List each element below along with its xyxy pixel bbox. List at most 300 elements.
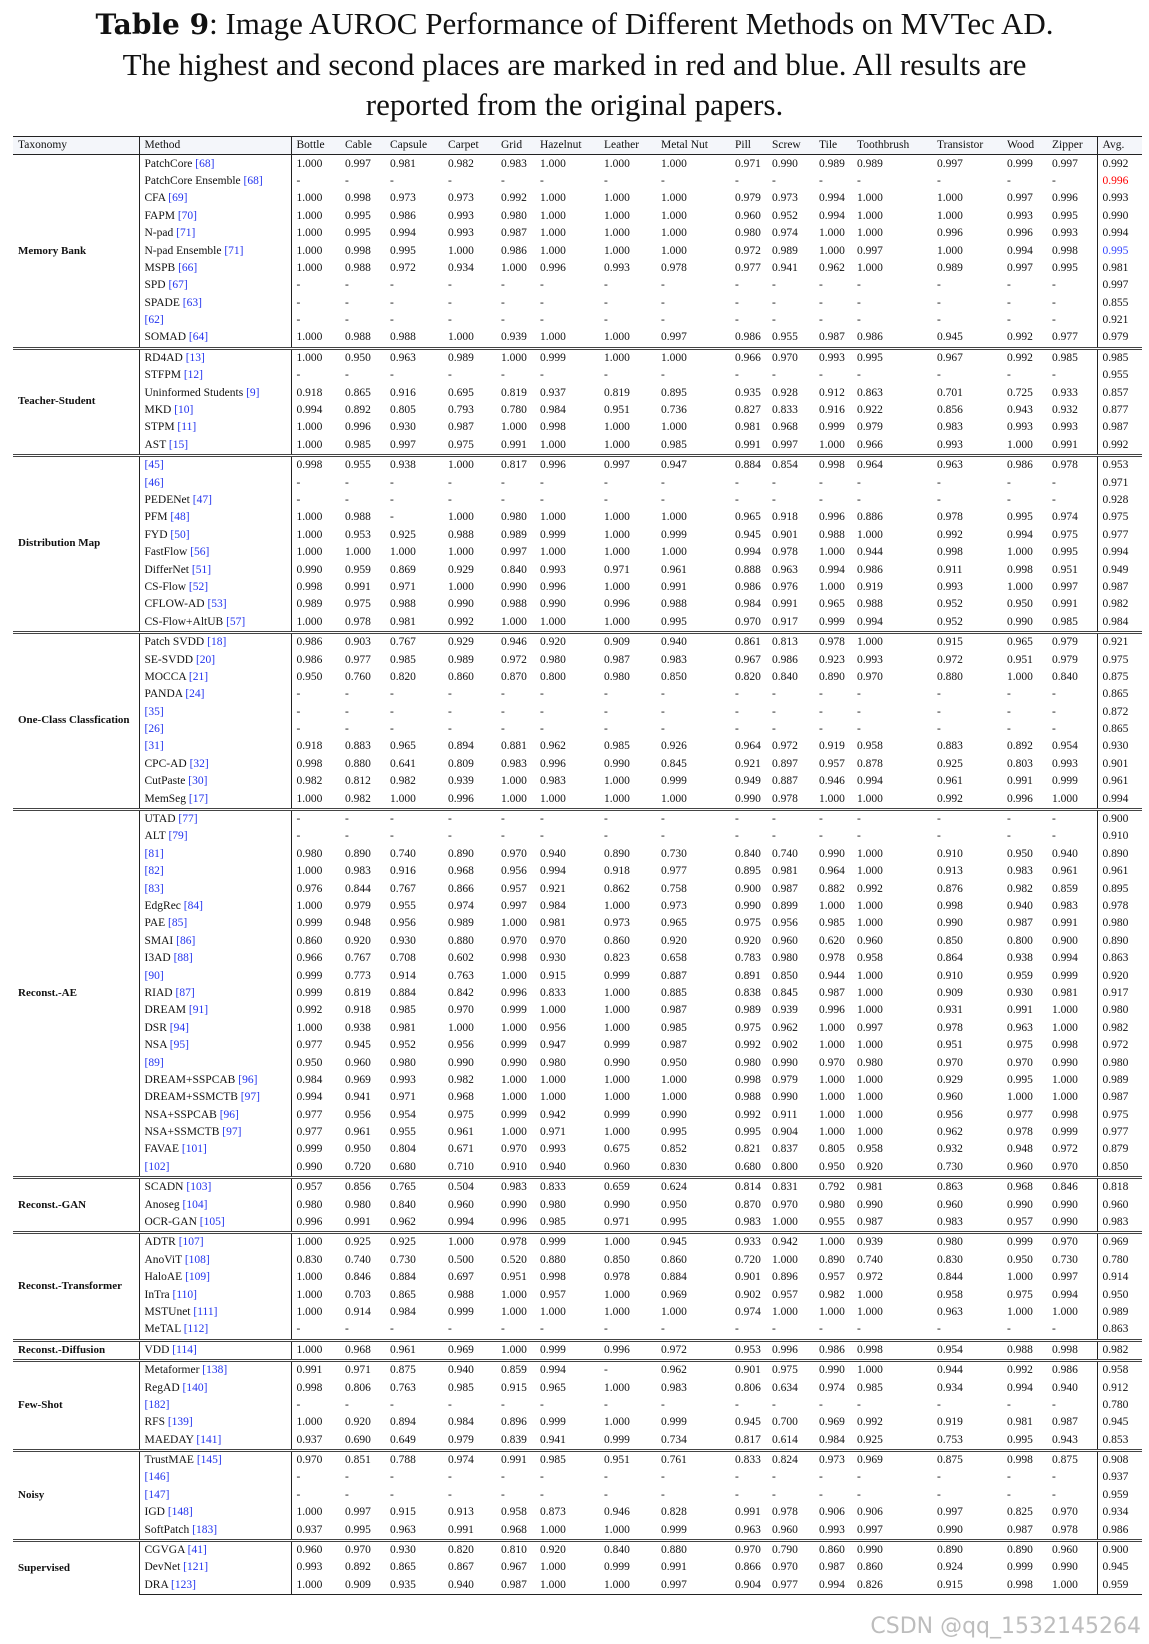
value-cell: - — [735, 494, 739, 506]
value-cell: 1.000 — [661, 511, 687, 524]
value-cell: 0.996 — [1007, 792, 1033, 805]
value-cell: 0.972 — [772, 740, 798, 753]
value-cell: 0.990 — [540, 598, 566, 611]
value-cell: 0.950 — [340, 348, 385, 367]
value-cell: 1.000 — [296, 546, 323, 559]
value-cell: 0.945 — [656, 1233, 730, 1252]
value-cell: 1.000 — [604, 1523, 630, 1536]
value-cell: 0.998 — [291, 456, 340, 475]
method-cell — [139, 1233, 291, 1252]
value-cell: 0.940 — [540, 847, 566, 860]
value-cell: 0.920 — [535, 632, 599, 651]
citation-link[interactable]: [138] — [202, 1364, 228, 1377]
method-cell — [139, 1286, 291, 1303]
citation-link[interactable]: [56] — [190, 546, 210, 559]
citation-link[interactable]: [69] — [168, 192, 188, 205]
value-cell: 0.999 — [535, 1340, 599, 1360]
method-name: SMAI — [144, 934, 177, 947]
value-cell: 0.767 — [390, 882, 416, 895]
citation-link[interactable]: [87] — [175, 986, 195, 999]
value-cell: 0.890 — [604, 847, 630, 860]
value-cell: 0.805 — [819, 1143, 845, 1156]
method-cell — [139, 1321, 291, 1340]
citation-link[interactable]: [13] — [185, 351, 205, 364]
value-cell: - — [1052, 705, 1056, 718]
avg-cell: 0.960 — [1097, 1196, 1142, 1213]
value-cell: 1.000 — [501, 1021, 527, 1034]
value-cell: 0.957 — [819, 1271, 845, 1284]
value-cell: 0.740 — [772, 847, 798, 860]
value-cell: 0.990 — [819, 847, 845, 860]
citation-link[interactable]: [52] — [188, 580, 209, 593]
avg-cell: 0.945 — [1097, 1559, 1142, 1576]
value-cell: 0.937 — [296, 1433, 323, 1446]
value-cell: 0.958 — [857, 740, 883, 753]
value-cell: 0.995 — [1052, 261, 1078, 274]
value-cell: - — [819, 314, 823, 327]
table-row — [13, 419, 1142, 436]
citation-link[interactable]: [182] — [144, 1398, 170, 1411]
avg-cell: 0.997 — [1097, 277, 1142, 294]
value-cell: 0.960 — [345, 1056, 371, 1069]
value-cell: 0.884 — [730, 456, 767, 475]
citation-link[interactable]: [9] — [246, 386, 260, 399]
value-cell: 1.000 — [540, 792, 566, 805]
value-cell: 0.984 — [448, 1416, 474, 1429]
citation-link[interactable]: [114] — [172, 1343, 197, 1356]
value-cell: 0.956 — [501, 865, 527, 878]
value-cell: 0.821 — [735, 1143, 761, 1156]
value-cell: - — [296, 723, 301, 736]
citation-link[interactable]: [47] — [192, 494, 212, 506]
citation-link[interactable]: [79] — [168, 830, 188, 843]
citation-link[interactable]: [108] — [184, 1253, 210, 1266]
value-cell: - — [735, 723, 739, 736]
value-cell: - — [501, 1471, 505, 1484]
citation-link[interactable]: [81] — [144, 847, 164, 860]
value-cell: 0.983 — [735, 1216, 761, 1229]
citation-link[interactable]: [83] — [144, 882, 164, 895]
value-cell: - — [819, 688, 823, 701]
method-cell — [139, 1504, 291, 1521]
citation-link[interactable]: [51] — [191, 563, 212, 576]
value-cell: - — [604, 705, 608, 718]
citation-link[interactable]: [96] — [219, 1108, 239, 1121]
value-cell: 1.000 — [540, 227, 566, 240]
value-cell: 0.972 — [390, 261, 416, 274]
value-cell: 0.996 — [604, 598, 630, 611]
citation-link[interactable]: [89] — [144, 1056, 164, 1069]
value-cell: - — [390, 314, 394, 327]
citation-link[interactable]: [88] — [173, 952, 193, 965]
value-cell: 0.995 — [661, 615, 687, 628]
value-cell: 0.995 — [345, 227, 371, 240]
taxonomy-cell: One-Class Classfication — [13, 632, 139, 809]
method-cell — [139, 509, 291, 526]
column-header: Tile — [814, 137, 852, 155]
citation-link[interactable]: [31] — [144, 740, 164, 753]
value-cell: 0.990 — [501, 580, 527, 593]
avg-cell: 0.863 — [1097, 1321, 1142, 1340]
citation-link[interactable]: [91] — [188, 1004, 209, 1017]
value-cell: - — [296, 314, 301, 327]
value-cell: - — [540, 1471, 544, 1484]
caption-line-2: The highest and second places are marked in red and blue. All results are — [122, 47, 1027, 82]
citation-link[interactable]: [77] — [178, 813, 198, 826]
value-cell: 0.961 — [448, 1126, 474, 1139]
citation-link[interactable]: [12] — [183, 369, 203, 382]
value-cell: 0.961 — [1052, 865, 1078, 878]
avg-cell: 0.994 — [1097, 544, 1142, 561]
value-cell: 0.968 — [340, 1340, 385, 1360]
value-cell: 0.998 — [345, 244, 371, 257]
citation-link[interactable]: [35] — [144, 705, 164, 718]
value-cell: - — [1052, 476, 1056, 489]
value-cell: 0.973 — [814, 1450, 852, 1469]
citation-link[interactable]: [104] — [182, 1198, 208, 1211]
citation-link[interactable]: [62] — [144, 314, 164, 327]
method-name: OCR-GAN — [144, 1216, 200, 1229]
value-cell: 1.000 — [540, 546, 566, 559]
method-name: VDD — [144, 1343, 173, 1356]
citation-link[interactable]: [148] — [167, 1506, 193, 1519]
method-cell — [139, 1124, 291, 1141]
citation-link[interactable]: [121] — [183, 1561, 209, 1574]
value-cell: - — [345, 830, 349, 843]
value-cell: 0.988 — [448, 1288, 474, 1301]
value-cell: 0.896 — [501, 1416, 527, 1429]
citation-link[interactable]: [141] — [196, 1433, 222, 1446]
citation-link[interactable]: [95] — [169, 1039, 189, 1052]
value-cell: 0.763 — [448, 969, 474, 982]
taxonomy-cell: Supervised — [13, 1540, 139, 1594]
method-cell — [139, 260, 291, 277]
citation-link[interactable]: [67] — [168, 279, 188, 292]
citation-link[interactable]: [30] — [188, 775, 208, 788]
column-header: Pill — [730, 137, 767, 155]
citation-link[interactable]: [123] — [171, 1578, 196, 1591]
value-cell: 1.000 — [857, 1073, 883, 1086]
citation-link[interactable]: [17] — [188, 792, 209, 805]
value-cell: 0.981 — [735, 421, 761, 434]
citation-link[interactable]: [109] — [185, 1271, 210, 1284]
value-cell: - — [814, 809, 852, 828]
value-cell: 0.885 — [661, 986, 687, 999]
value-cell: 0.916 — [390, 386, 416, 399]
caption-line-1-text: : Image AUROC Performance of Different Methods on MVTec AD. — [209, 6, 1054, 41]
citation-link[interactable]: [15] — [168, 438, 189, 451]
value-cell: - — [296, 1471, 301, 1484]
citation-link[interactable]: [146] — [144, 1471, 170, 1484]
citation-link[interactable]: [85] — [168, 917, 188, 930]
citation-link[interactable]: [20] — [195, 653, 216, 666]
value-cell: 0.901 — [730, 1360, 767, 1379]
value-cell: 0.773 — [345, 969, 371, 982]
value-cell: 0.890 — [819, 1253, 845, 1266]
value-cell: - — [390, 279, 394, 292]
method-name: Anoseg — [144, 1198, 183, 1211]
value-cell: 0.952 — [772, 209, 798, 222]
value-cell: 0.813 — [767, 632, 814, 651]
value-cell: 0.925 — [390, 528, 416, 541]
value-cell: 0.989 — [857, 157, 883, 170]
citation-link[interactable]: [97] — [222, 1126, 242, 1139]
value-cell: 0.973 — [772, 192, 798, 205]
citation-link[interactable]: [111] — [193, 1305, 218, 1318]
method-cell — [139, 880, 291, 897]
citation-link[interactable]: [107] — [178, 1236, 204, 1249]
value-cell: 1.000 — [857, 209, 883, 222]
avg-cell: 0.987 — [1097, 579, 1142, 596]
value-cell: 0.931 — [937, 1004, 963, 1017]
citation-link[interactable]: [71] — [176, 227, 196, 240]
value-cell: 0.962 — [540, 740, 566, 753]
value-cell: 1.000 — [857, 1091, 883, 1104]
value-cell: - — [857, 296, 861, 309]
value-cell: 0.947 — [540, 1039, 566, 1052]
table-row — [13, 509, 1142, 526]
citation-link[interactable]: [145] — [196, 1454, 222, 1467]
method-name: RegAD — [144, 1381, 183, 1394]
citation-link[interactable]: [71] — [224, 244, 244, 257]
method-name: NSA+SSMCTB — [144, 1126, 223, 1139]
value-cell: 0.991 — [661, 580, 687, 593]
value-cell: 1.000 — [857, 528, 883, 541]
value-cell: 0.968 — [448, 1091, 474, 1104]
value-cell: 1.000 — [540, 615, 566, 628]
citation-link[interactable]: [57] — [226, 615, 246, 628]
table-row — [13, 1469, 1142, 1486]
citation-link[interactable]: [101] — [181, 1143, 207, 1156]
table-row — [13, 632, 1142, 651]
value-cell: 1.000 — [604, 899, 630, 912]
citation-link[interactable]: [68] — [243, 174, 263, 187]
value-cell: 0.710 — [448, 1160, 474, 1173]
value-cell: 0.993 — [540, 1143, 566, 1156]
citation-link[interactable]: [102] — [144, 1160, 170, 1173]
avg-cell: 0.953 — [1097, 456, 1142, 475]
value-cell: 0.999 — [661, 775, 687, 788]
value-cell: 0.966 — [296, 952, 323, 965]
value-cell: - — [937, 476, 941, 489]
value-cell: 0.891 — [735, 969, 761, 982]
citation-link[interactable]: [82] — [144, 865, 164, 878]
citation-link[interactable]: [105] — [199, 1216, 225, 1229]
value-cell: - — [735, 1471, 739, 1484]
value-cell: 1.000 — [540, 209, 566, 222]
citation-link[interactable]: [68] — [195, 157, 215, 170]
value-cell: - — [540, 723, 544, 736]
value-cell: 1.000 — [540, 331, 566, 344]
value-cell: 0.983 — [1007, 865, 1033, 878]
citation-link[interactable]: [32] — [189, 757, 209, 770]
value-cell: 0.999 — [819, 421, 845, 434]
citation-link[interactable]: [147] — [144, 1488, 170, 1501]
value-cell: 0.943 — [1007, 404, 1033, 417]
citation-link[interactable]: [26] — [144, 723, 164, 736]
value-cell: 1.000 — [501, 969, 527, 982]
citation-link[interactable]: [139] — [167, 1416, 193, 1429]
avg-cell: 0.989 — [1097, 1072, 1142, 1089]
value-cell: 0.987 — [604, 653, 630, 666]
value-cell: 1.000 — [540, 192, 566, 205]
value-cell: - — [1052, 723, 1056, 736]
value-cell: 0.986 — [501, 244, 527, 257]
value-cell: 1.000 — [599, 1577, 656, 1595]
method-name: DREAM — [144, 1004, 189, 1017]
value-cell: 0.992 — [296, 1004, 323, 1017]
value-cell: 0.988 — [390, 331, 416, 344]
value-cell: - — [296, 369, 301, 382]
citation-link[interactable]: [140] — [182, 1381, 208, 1394]
value-cell: - — [661, 830, 665, 843]
method-cell — [139, 721, 291, 738]
value-cell: 0.659 — [599, 1178, 656, 1197]
value-cell: - — [735, 830, 739, 843]
value-cell: 0.983 — [345, 865, 371, 878]
value-cell: - — [1052, 1471, 1056, 1484]
citation-link[interactable]: [64] — [188, 331, 209, 344]
value-cell: 0.971 — [340, 1360, 385, 1379]
value-cell: - — [443, 809, 496, 828]
citation-link[interactable]: [18] — [207, 636, 227, 649]
avg-cell: 0.981 — [1097, 260, 1142, 277]
citation-link[interactable]: [48] — [170, 511, 190, 524]
value-cell: 0.994 — [819, 209, 845, 222]
value-cell: 0.951 — [604, 404, 630, 417]
citation-link[interactable]: [41] — [187, 1544, 207, 1557]
value-cell: 0.914 — [345, 1305, 371, 1318]
value-cell: - — [937, 279, 941, 292]
citation-link[interactable]: [45] — [144, 459, 164, 472]
citation-link[interactable]: [183] — [192, 1523, 218, 1536]
citation-link[interactable]: [63] — [182, 296, 202, 309]
citation-link[interactable]: [46] — [144, 476, 164, 489]
value-cell: 0.996 — [819, 511, 845, 524]
citation-link[interactable]: [97] — [240, 1091, 260, 1104]
value-cell: 0.641 — [390, 757, 416, 770]
value-cell: 0.995 — [1007, 511, 1033, 524]
citation-link[interactable]: [70] — [177, 209, 198, 222]
citation-link[interactable]: [94] — [169, 1021, 189, 1034]
value-cell: 0.800 — [772, 1160, 798, 1173]
value-cell: 0.950 — [296, 670, 323, 683]
value-cell: 0.969 — [661, 1288, 687, 1301]
citation-link[interactable]: [110] — [172, 1288, 197, 1301]
value-cell: 1.000 — [296, 261, 323, 274]
value-cell: 1.000 — [819, 1021, 845, 1034]
value-cell: - — [1007, 1398, 1011, 1411]
method-name: CutPaste — [144, 775, 189, 788]
value-cell: 1.000 — [819, 792, 845, 805]
value-cell: 0.984 — [390, 1305, 416, 1318]
value-cell: 0.947 — [656, 456, 730, 475]
citation-link[interactable]: [96] — [238, 1073, 258, 1086]
citation-link[interactable]: [103] — [186, 1181, 212, 1194]
citation-link[interactable]: [10] — [174, 404, 194, 417]
citation-link[interactable]: [24] — [185, 688, 205, 701]
value-cell: 0.963 — [1007, 1021, 1033, 1034]
table-row — [13, 456, 1142, 475]
column-header: Avg. — [1097, 137, 1142, 155]
value-cell: 0.996 — [767, 1340, 814, 1360]
table-row — [13, 329, 1142, 348]
value-cell: 0.901 — [735, 1271, 761, 1284]
method-name: EdgRec — [144, 899, 184, 912]
citation-link[interactable]: [112] — [183, 1323, 209, 1336]
value-cell: 0.978 — [661, 261, 687, 274]
citation-link[interactable]: [50] — [170, 528, 190, 541]
value-cell: 0.998 — [937, 899, 963, 912]
method-name: FYD — [144, 528, 171, 541]
method-name: CS-Flow — [144, 580, 189, 593]
taxonomy-cell: Reconst.-AE — [13, 809, 139, 1177]
citation-link[interactable]: [86] — [176, 934, 196, 947]
method-cell — [139, 527, 291, 544]
value-cell: 0.882 — [819, 882, 845, 895]
value-cell: 0.997 — [772, 438, 798, 451]
method-name: PAE — [144, 917, 169, 930]
value-cell: 1.000 — [604, 615, 630, 628]
value-cell: 0.990 — [772, 157, 798, 170]
avg-cell: 0.875 — [1097, 669, 1142, 686]
value-cell: 0.883 — [345, 740, 371, 753]
citation-link[interactable]: [66] — [178, 261, 198, 274]
value-cell: 0.981 — [390, 615, 416, 628]
value-cell: - — [604, 723, 608, 736]
value-cell: - — [937, 1488, 941, 1501]
value-cell: 0.992 — [1007, 331, 1033, 344]
value-cell: 0.941 — [345, 1091, 371, 1104]
value-cell: 0.958 — [857, 1143, 883, 1156]
value-cell: 0.985 — [448, 1381, 474, 1394]
avg-cell: 0.877 — [1097, 402, 1142, 419]
value-cell: 0.967 — [932, 348, 1002, 367]
value-cell: 1.000 — [661, 1091, 687, 1104]
value-cell: 0.703 — [345, 1288, 371, 1301]
value-cell: 0.944 — [857, 546, 883, 559]
citation-link[interactable]: [90] — [144, 969, 164, 982]
value-cell: 0.968 — [772, 421, 798, 434]
value-cell: 0.614 — [772, 1433, 798, 1446]
value-cell: 0.994 — [1052, 1288, 1078, 1301]
method-cell — [139, 863, 291, 880]
value-cell: 0.986 — [735, 331, 761, 344]
method-cell — [139, 632, 291, 651]
value-cell: 0.840 — [735, 847, 761, 860]
value-cell: - — [501, 369, 505, 382]
value-cell: 0.833 — [772, 404, 798, 417]
citation-link[interactable]: [53] — [207, 598, 227, 611]
value-cell: 0.860 — [296, 934, 323, 947]
citation-link[interactable]: [11] — [177, 421, 197, 434]
value-cell: 1.000 — [540, 1004, 566, 1017]
table-row — [13, 1178, 1142, 1197]
value-cell: 0.875 — [385, 1360, 443, 1379]
value-cell: 0.987 — [448, 421, 474, 434]
value-cell: - — [390, 1488, 394, 1501]
value-cell: 0.988 — [661, 598, 687, 611]
value-cell: 0.962 — [937, 1126, 963, 1139]
value-cell: 0.992 — [448, 615, 474, 628]
citation-link[interactable]: [21] — [188, 670, 209, 683]
value-cell: 0.897 — [772, 757, 798, 770]
value-cell: 0.973 — [390, 192, 416, 205]
value-cell: 0.845 — [661, 757, 687, 770]
value-cell: 0.909 — [937, 986, 963, 999]
citation-link[interactable]: [84] — [183, 899, 203, 912]
table-row — [13, 1124, 1142, 1141]
